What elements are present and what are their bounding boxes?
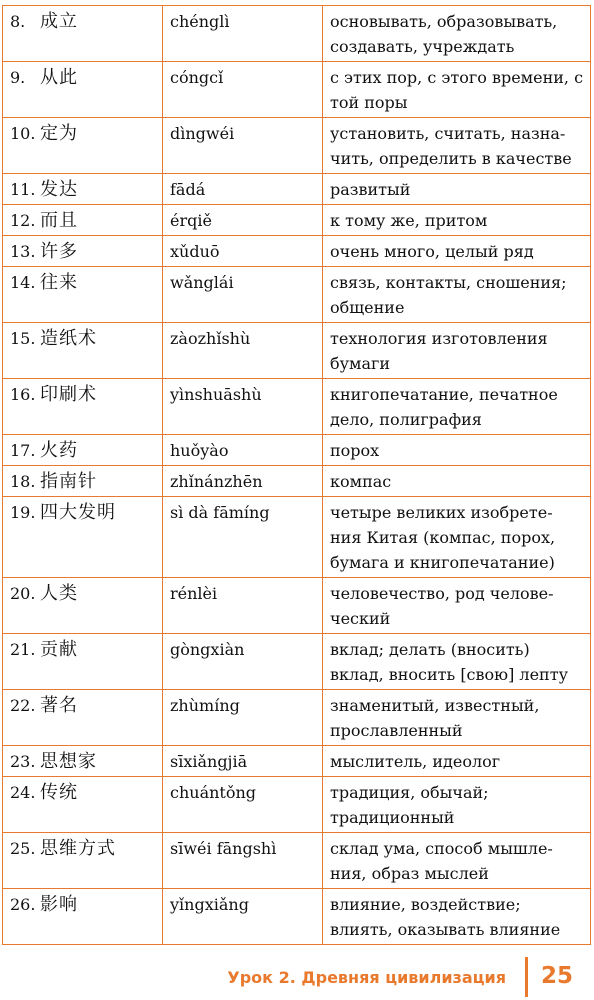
pinyin-cell: yǐngxiǎng — [163, 889, 323, 945]
entry-cell — [3, 578, 163, 634]
entry-number: 10. — [10, 124, 36, 143]
entry-number: 26. — [10, 895, 36, 914]
vocab-row — [3, 690, 591, 746]
hanzi-word: 定为 — [40, 123, 78, 144]
meaning-cell: технология изготовления бумаги — [323, 323, 591, 379]
hanzi-word: 贡献 — [40, 639, 78, 660]
vocab-row — [3, 379, 591, 435]
meaning-cell: мыслитель, идеолог — [323, 746, 591, 777]
entry-cell — [3, 379, 163, 435]
lesson-title: Урок 2. Древняя цивилизация — [227, 968, 506, 987]
vocab-row — [3, 323, 591, 379]
meaning-cell: компас — [323, 466, 591, 497]
entry-cell — [3, 466, 163, 497]
entry-number: 23. — [10, 752, 36, 771]
entry-cell — [3, 236, 163, 267]
pinyin-cell: chuántǒng — [163, 777, 323, 833]
pinyin-cell: sì dà fāmíng — [163, 497, 323, 578]
hanzi-word: 成立 — [40, 11, 78, 32]
entry-number: 17. — [10, 441, 36, 460]
hanzi-word: 造纸术 — [40, 328, 97, 349]
pinyin-cell: fādá — [163, 174, 323, 205]
vocabulary-body — [3, 6, 591, 945]
meaning-cell: с этих пор, с этого времени, с той поры — [323, 62, 591, 118]
pinyin-cell: rénlèi — [163, 578, 323, 634]
pinyin-cell: xǔduō — [163, 236, 323, 267]
entry-number: 25. — [10, 839, 36, 858]
meaning-cell: человечество, род челове-ческий — [323, 578, 591, 634]
entry-cell — [3, 435, 163, 466]
entry-number: 16. — [10, 385, 36, 404]
entry-number: 11. — [10, 180, 36, 199]
entry-cell — [3, 6, 163, 62]
entry-number: 9. — [10, 68, 26, 87]
entry-cell — [3, 746, 163, 777]
vocab-row — [3, 578, 591, 634]
pinyin-cell: wǎnglái — [163, 267, 323, 323]
hanzi-word: 往来 — [40, 272, 78, 293]
entry-number: 21. — [10, 640, 36, 659]
entry-number: 8. — [10, 12, 26, 31]
hanzi-word: 著名 — [40, 695, 78, 716]
meaning-cell: влияние, воздействие; влиять, оказывать влияние — [323, 889, 591, 945]
entry-cell — [3, 634, 163, 690]
footer-divider — [525, 957, 528, 997]
entry-cell — [3, 833, 163, 889]
meaning-cell: книгопечатание, печатное дело, полиграфия — [323, 379, 591, 435]
entry-cell — [3, 174, 163, 205]
meaning-cell: вклад; делать (вносить) вклад, вносить [свою] лепту — [323, 634, 591, 690]
entry-cell — [3, 323, 163, 379]
meaning-cell: развитый — [323, 174, 591, 205]
entry-number: 18. — [10, 472, 36, 491]
vocab-row — [3, 634, 591, 690]
vocab-row — [3, 435, 591, 466]
entry-number: 22. — [10, 696, 36, 715]
hanzi-word: 印刷术 — [40, 384, 97, 405]
vocab-row — [3, 118, 591, 174]
meaning-cell: знаменитый, известный, прославленный — [323, 690, 591, 746]
meaning-cell: к тому же, притом — [323, 205, 591, 236]
pinyin-cell: gòngxiàn — [163, 634, 323, 690]
entry-cell — [3, 205, 163, 236]
entry-number: 13. — [10, 242, 36, 261]
pinyin-cell: érqiě — [163, 205, 323, 236]
pinyin-cell: sīwéi fāngshì — [163, 833, 323, 889]
entry-cell — [3, 497, 163, 578]
entry-number: 19. — [10, 503, 36, 522]
hanzi-word: 火药 — [40, 440, 78, 461]
meaning-cell: четыре великих изобрете-ния Китая (компас, порох, бумага и книгопечатание) — [323, 497, 591, 578]
vocabulary-table — [2, 5, 591, 945]
entry-number: 24. — [10, 783, 36, 802]
pinyin-cell: chénglì — [163, 6, 323, 62]
pinyin-cell: dìngwéi — [163, 118, 323, 174]
hanzi-word: 而且 — [40, 210, 78, 231]
entry-cell — [3, 690, 163, 746]
vocab-row — [3, 889, 591, 945]
vocab-row — [3, 777, 591, 833]
vocab-row — [3, 174, 591, 205]
pinyin-cell: yìnshuāshù — [163, 379, 323, 435]
page-number: 25 — [541, 963, 574, 989]
pinyin-cell: cóngcǐ — [163, 62, 323, 118]
entry-number: 20. — [10, 584, 36, 603]
meaning-cell: склад ума, способ мышле-ния, образ мыслей — [323, 833, 591, 889]
entry-cell — [3, 62, 163, 118]
entry-number: 14. — [10, 273, 36, 292]
meaning-cell: очень много, целый ряд — [323, 236, 591, 267]
meaning-cell: установить, считать, назна-чить, определить в качестве — [323, 118, 591, 174]
vocab-row — [3, 236, 591, 267]
hanzi-word: 发达 — [40, 179, 78, 200]
entry-cell — [3, 889, 163, 945]
vocab-row — [3, 746, 591, 777]
hanzi-word: 思想家 — [40, 751, 97, 772]
vocab-row — [3, 205, 591, 236]
vocab-row — [3, 466, 591, 497]
pinyin-cell: sīxiǎngjiā — [163, 746, 323, 777]
meaning-cell: основывать, образовывать, создавать, учреждать — [323, 6, 591, 62]
entry-cell — [3, 777, 163, 833]
meaning-cell: традиция, обычай; традиционный — [323, 777, 591, 833]
vocab-row — [3, 62, 591, 118]
pinyin-cell: zhǐnánzhēn — [163, 466, 323, 497]
hanzi-word: 传统 — [40, 782, 78, 803]
entry-cell — [3, 267, 163, 323]
hanzi-word: 指南针 — [40, 471, 97, 492]
vocab-row — [3, 497, 591, 578]
vocab-row — [3, 833, 591, 889]
hanzi-word: 四大发明 — [40, 502, 116, 523]
pinyin-cell: zhùmíng — [163, 690, 323, 746]
entry-number: 15. — [10, 329, 36, 348]
hanzi-word: 影响 — [40, 894, 78, 915]
vocab-row — [3, 6, 591, 62]
pinyin-cell: zàozhǐshù — [163, 323, 323, 379]
meaning-cell: порох — [323, 435, 591, 466]
hanzi-word: 从此 — [40, 67, 78, 88]
pinyin-cell: huǒyào — [163, 435, 323, 466]
hanzi-word: 思维方式 — [40, 838, 116, 859]
entry-cell — [3, 118, 163, 174]
vocab-row — [3, 267, 591, 323]
meaning-cell: связь, контакты, сношения; общение — [323, 267, 591, 323]
hanzi-word: 许多 — [40, 241, 78, 262]
entry-number: 12. — [10, 211, 36, 230]
page-footer — [0, 955, 594, 995]
hanzi-word: 人类 — [40, 583, 78, 604]
